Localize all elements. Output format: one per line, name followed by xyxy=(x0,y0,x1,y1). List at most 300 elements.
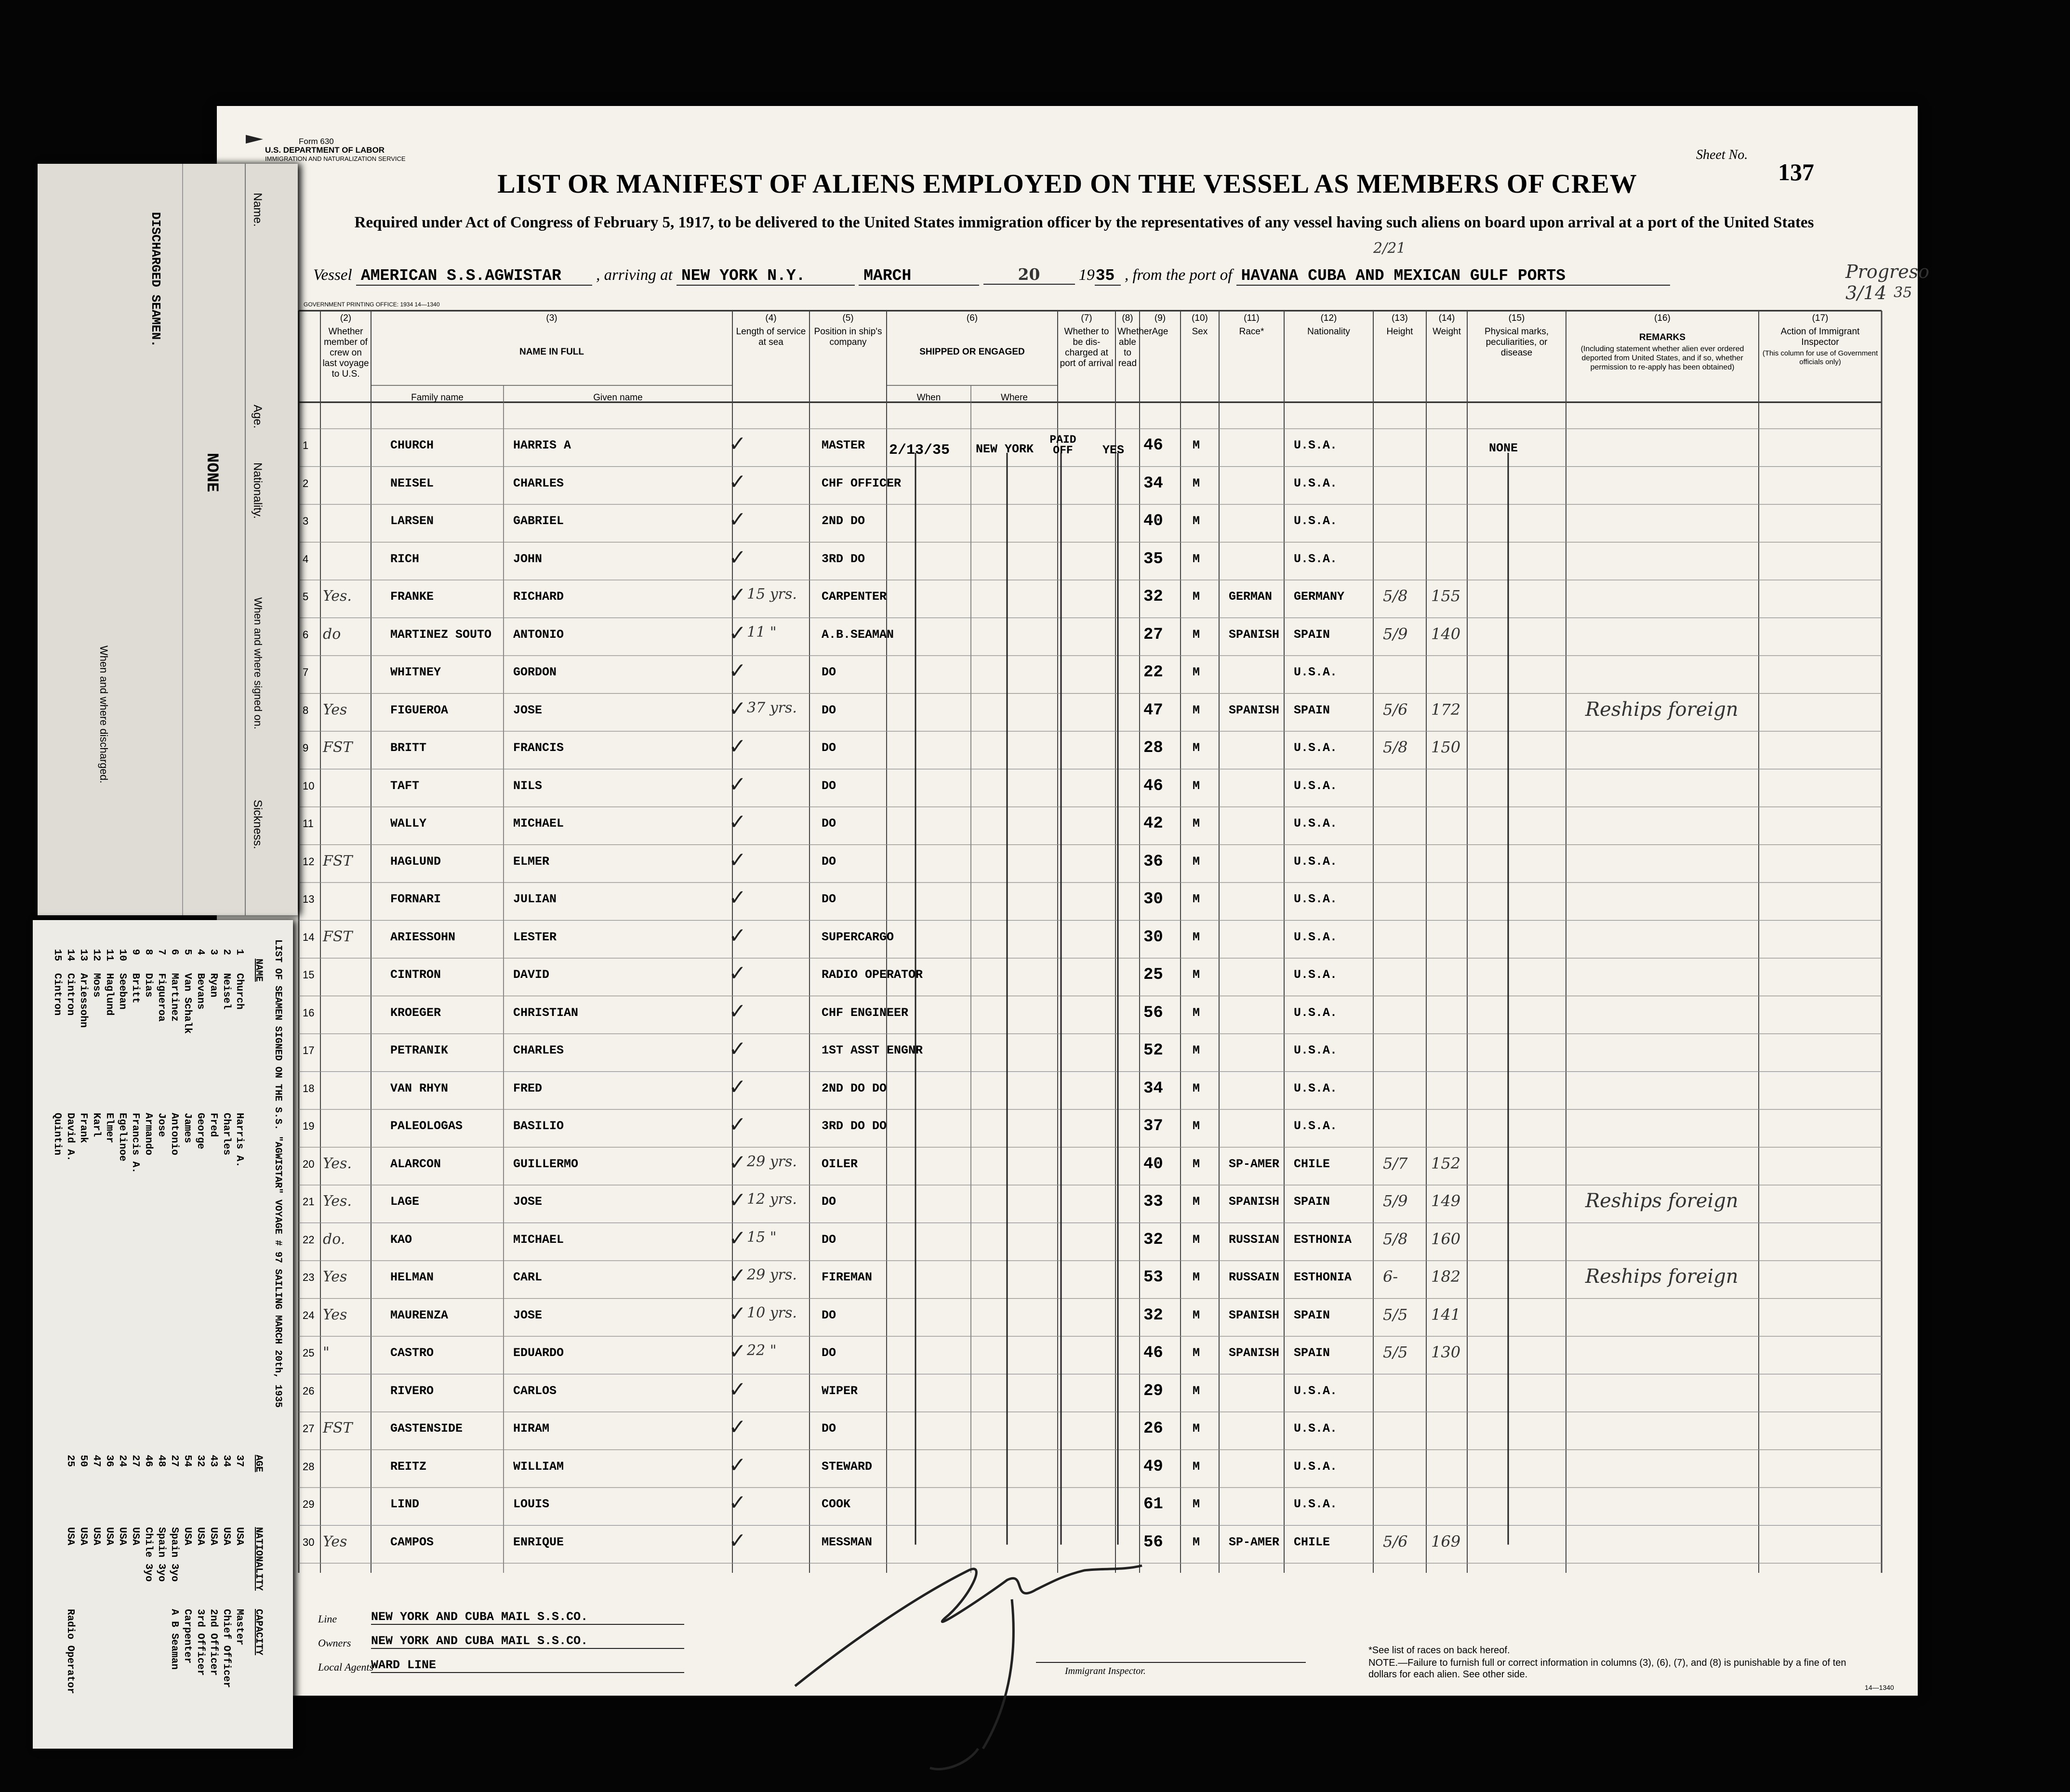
manifest-sheet xyxy=(217,106,1929,1696)
slip2-name: Moss xyxy=(91,973,102,998)
physical-marks: NONE xyxy=(1489,441,1518,455)
slip2-age: 50 xyxy=(78,1455,89,1467)
column-subheader-c6b: Where xyxy=(1001,393,1028,403)
slip2-name: Figueroa xyxy=(156,973,167,1022)
position: OILER xyxy=(822,1157,858,1171)
slip2-nat: Spain 3yo xyxy=(169,1527,180,1582)
slip2-name: Cintron xyxy=(52,973,63,1016)
arrival-day: 20 xyxy=(983,265,1075,285)
row-number: 16 xyxy=(303,1006,315,1019)
age: 42 xyxy=(1143,815,1163,833)
nationality: SPAIN xyxy=(1294,1195,1330,1209)
slip2-given: George xyxy=(195,1113,206,1149)
height: 5/6 xyxy=(1383,1532,1408,1551)
owners-value: NEW YORK AND CUBA MAIL S.S.CO. xyxy=(371,1634,684,1649)
position: 2ND DO DO xyxy=(822,1081,887,1095)
position: DO xyxy=(822,1308,836,1322)
slip2-given: Harris A. xyxy=(234,1113,245,1168)
last-voyage: Yes. xyxy=(323,1193,352,1210)
sex: M xyxy=(1193,930,1200,944)
check-mark-icon: ✓ xyxy=(729,1076,746,1101)
column-header-c15: Physical marks, peculiarities, or disease xyxy=(1484,327,1549,358)
height: 5/6 xyxy=(1383,700,1408,719)
check-mark-icon: ✓ xyxy=(729,509,746,533)
position: FIREMAN xyxy=(822,1270,873,1284)
age: 35 xyxy=(1143,550,1163,568)
check-mark-icon: ✓ xyxy=(729,434,746,458)
sex: M xyxy=(1193,665,1200,679)
slip2-name: Bevans xyxy=(195,973,206,1010)
position: RADIO OPERATOR xyxy=(822,968,923,982)
sex: M xyxy=(1193,1346,1200,1360)
sex: M xyxy=(1193,741,1200,755)
slip2-name: Ariessohn xyxy=(78,973,89,1028)
sex: M xyxy=(1193,1308,1200,1322)
slip2-given: Karl xyxy=(91,1113,102,1137)
slip2-n: 11 xyxy=(104,949,115,962)
nationality: U.S.A. xyxy=(1294,438,1338,452)
race: SPANISH xyxy=(1229,1346,1280,1360)
age: 28 xyxy=(1143,739,1163,757)
sex: M xyxy=(1193,1157,1200,1171)
from-label: , from the port of xyxy=(1125,266,1233,284)
row-number: 14 xyxy=(303,931,315,943)
race: SP-AMER xyxy=(1229,1535,1280,1549)
age: 34 xyxy=(1143,474,1163,493)
last-voyage: " xyxy=(323,1344,330,1361)
check-mark-icon: ✓ xyxy=(729,1190,746,1214)
row-number: 25 xyxy=(303,1347,315,1359)
handwritten-date: 2/21 xyxy=(1373,240,1406,257)
slip-col-nationality: Nationality. xyxy=(251,462,264,519)
slip2-cap: 3rd Officer xyxy=(195,1609,206,1676)
row-number: 2 xyxy=(303,477,309,489)
sheet-number: 137 xyxy=(1778,158,1814,185)
last-voyage: FST xyxy=(323,852,353,870)
family-name: WALLY xyxy=(390,817,427,830)
position: A.B.SEAMAN xyxy=(822,627,894,642)
slip2-n: 14 xyxy=(65,949,76,962)
column-header-c17: Action of Immigrant Inspector xyxy=(1780,327,1860,347)
slip2-nat: USA xyxy=(78,1527,89,1545)
sex: M xyxy=(1193,1195,1200,1209)
age: 52 xyxy=(1143,1041,1163,1060)
check-mark-icon: ✓ xyxy=(729,1341,746,1365)
slip-divider xyxy=(182,164,183,915)
slip2-age: 25 xyxy=(65,1455,76,1467)
given-name: WILLIAM xyxy=(513,1459,564,1474)
owners-label: Owners xyxy=(318,1637,351,1649)
given-name: GORDON xyxy=(513,665,557,679)
slip2-nat: USA xyxy=(234,1527,245,1545)
given-name: CHARLES xyxy=(513,476,564,490)
weight: 150 xyxy=(1431,738,1461,756)
slip2-nat: USA xyxy=(195,1527,206,1545)
check-mark-icon: ✓ xyxy=(729,1001,746,1025)
row-number: 21 xyxy=(303,1196,315,1208)
line-value: NEW YORK AND CUBA MAIL S.S.CO. xyxy=(371,1610,684,1625)
family-name: RIVERO xyxy=(390,1384,434,1398)
column-header-c16: REMARKS xyxy=(1639,332,1686,343)
sex: M xyxy=(1193,778,1200,793)
sex: M xyxy=(1193,1384,1200,1398)
able-to-read: YES xyxy=(1102,443,1125,457)
family-name: PETRANIK xyxy=(390,1043,449,1057)
slip-col-when-signed: When and where signed on. xyxy=(252,597,264,729)
nationality: ESTHONIA xyxy=(1294,1232,1352,1247)
year-suffix: 35 xyxy=(1095,267,1121,286)
nationality: CHILE xyxy=(1294,1535,1330,1549)
position: DO xyxy=(822,1232,836,1247)
weight: 141 xyxy=(1431,1305,1461,1324)
check-mark-icon: ✓ xyxy=(729,1530,746,1555)
row-number: 23 xyxy=(303,1271,315,1283)
given-name: HARRIS A xyxy=(513,438,571,452)
service-name: IMMIGRATION AND NATURALIZATION SERVICE xyxy=(265,155,406,162)
vessel-name: AMERICAN S.S.AGWISTAR xyxy=(356,267,592,286)
position: MESSMAN xyxy=(822,1535,873,1549)
inspector-signature xyxy=(785,1542,1181,1792)
slip2-nat: USA xyxy=(65,1527,76,1545)
family-name: NEISEL xyxy=(390,476,434,490)
given-name: LESTER xyxy=(513,930,557,944)
column-header-c4: Length of service at sea xyxy=(736,327,806,347)
last-voyage: FST xyxy=(323,928,353,945)
row-number: 19 xyxy=(303,1120,315,1132)
remarks: Reships foreign xyxy=(1585,1265,1738,1288)
check-mark-icon: ✓ xyxy=(729,547,746,571)
sex: M xyxy=(1193,1270,1200,1284)
sex: M xyxy=(1193,1497,1200,1511)
form-number: Form 630 xyxy=(299,137,334,146)
check-mark-icon: ✓ xyxy=(729,1227,746,1252)
age: 49 xyxy=(1143,1457,1163,1476)
race: SPANISH xyxy=(1229,1195,1280,1209)
column-header-c8: Whether able to read xyxy=(1117,327,1152,369)
weight: 172 xyxy=(1431,700,1461,719)
family-name: CINTRON xyxy=(390,968,441,982)
height: 5/9 xyxy=(1383,1192,1408,1210)
slip2-cap: A B Seaman xyxy=(169,1609,180,1670)
arrival-month: MARCH xyxy=(859,267,979,286)
height: 5/9 xyxy=(1383,624,1408,643)
given-name: LOUIS xyxy=(513,1497,550,1511)
family-name: GASTENSIDE xyxy=(390,1422,463,1436)
slip2-given: Frank xyxy=(78,1113,89,1144)
nationality: ESTHONIA xyxy=(1294,1270,1352,1284)
family-name: MARTINEZ SOUTO xyxy=(390,627,492,642)
age: 46 xyxy=(1143,1344,1163,1362)
given-name: JULIAN xyxy=(513,892,557,906)
age: 22 xyxy=(1143,663,1163,682)
slip-col-age: Age. xyxy=(251,405,264,429)
slip2-name: Cintron xyxy=(65,973,76,1016)
slip2-cap: Radio Operator xyxy=(65,1609,76,1694)
slip2-given: Antonio xyxy=(169,1113,180,1156)
penalty-note: NOTE.—Failure to furnish full or correct information in columns (3), (6), (7), and (8) is punishable by a fine of ten dollars for each alien. See other side. xyxy=(1368,1658,1846,1680)
slip2-n: 1 xyxy=(234,949,245,955)
slip2-given: David A. xyxy=(65,1113,76,1161)
last-voyage: do. xyxy=(323,1230,345,1248)
discharged-status: PAID OFF xyxy=(1049,434,1076,457)
slip2-name: Britt xyxy=(130,973,141,1004)
sheet-label: Sheet No. xyxy=(1696,147,1748,162)
slip2-age: 48 xyxy=(156,1455,167,1467)
check-mark-icon: ✓ xyxy=(729,1114,746,1138)
check-mark-icon: ✓ xyxy=(729,1152,746,1176)
race: SP-AMER xyxy=(1229,1157,1280,1171)
height: 6- xyxy=(1383,1267,1398,1286)
nationality: U.S.A. xyxy=(1294,892,1338,906)
service-length: 37 yrs. xyxy=(747,699,797,716)
given-name: CARLOS xyxy=(513,1384,557,1398)
last-voyage: Yes. xyxy=(323,588,352,605)
inspector-label: Immigrant Inspector. xyxy=(1065,1666,1146,1676)
slip2-cap: Chief Officer xyxy=(221,1609,232,1688)
row-number: 7 xyxy=(303,666,309,678)
slip2-n: 2 xyxy=(221,949,232,955)
sex: M xyxy=(1193,1459,1200,1474)
slip2-age: 37 xyxy=(234,1455,245,1467)
slip2-header-1: AGE xyxy=(253,1455,264,1473)
slip2-age: 43 xyxy=(208,1455,219,1467)
last-voyage: FST xyxy=(323,1420,353,1436)
nationality: CHILE xyxy=(1294,1157,1330,1171)
column-number-c4: (4) xyxy=(765,313,777,323)
family-name: FRANKE xyxy=(390,590,434,604)
row-number: 1 xyxy=(303,439,309,451)
printing-office: GOVERNMENT PRINTING OFFICE: 1934 14—1340 xyxy=(304,301,440,308)
sex: M xyxy=(1193,1232,1200,1247)
form-code: 14—1340 xyxy=(1865,1684,1894,1691)
column-header-c14: Weight xyxy=(1433,327,1461,337)
sex: M xyxy=(1193,854,1200,869)
race: GERMAN xyxy=(1229,590,1273,604)
given-name: FRANCIS xyxy=(513,741,564,755)
slip2-title: LIST OF SEAMEN SIGNED ON THE S.S. "AGWISTAR" VOYAGE # 97 SAILING MARCH 20th, 1935 xyxy=(272,939,283,1408)
family-name: FIGUEROA xyxy=(390,703,449,717)
slip2-given: Francis A. xyxy=(130,1113,141,1174)
given-name: ANTONIO xyxy=(513,627,564,642)
column-number-c10: (10) xyxy=(1192,313,1208,323)
age: 40 xyxy=(1143,1155,1163,1173)
slip2-nat: USA xyxy=(182,1527,193,1545)
slip2-name: Van Schalk xyxy=(182,973,193,1034)
family-name: VAN RHYN xyxy=(390,1081,449,1095)
age: 46 xyxy=(1143,777,1163,795)
given-name: MICHAEL xyxy=(513,817,564,830)
slip2-n: 7 xyxy=(156,949,167,955)
handwritten-ref: 35 xyxy=(1894,284,1912,301)
height: 5/7 xyxy=(1383,1154,1408,1173)
slip2-given: Charles xyxy=(221,1113,232,1156)
given-name: MICHAEL xyxy=(513,1232,564,1247)
age: 61 xyxy=(1143,1495,1163,1514)
age: 56 xyxy=(1143,1003,1163,1022)
check-mark-icon: ✓ xyxy=(729,736,746,760)
column-header-c9: Age xyxy=(1152,327,1168,337)
row-number: 17 xyxy=(303,1044,315,1056)
age: 37 xyxy=(1143,1117,1163,1135)
check-mark-icon: ✓ xyxy=(729,812,746,836)
nationality: U.S.A. xyxy=(1294,1081,1338,1095)
slip2-given: Quintin xyxy=(52,1113,63,1156)
row-number: 4 xyxy=(303,553,309,565)
given-name: NILS xyxy=(513,778,543,793)
position: DO xyxy=(822,854,836,869)
age: 26 xyxy=(1143,1420,1163,1438)
agents-label: Local Agents xyxy=(318,1661,374,1673)
row-number: 20 xyxy=(303,1158,315,1170)
age: 32 xyxy=(1143,1306,1163,1325)
shipped-when: 2/13/35 xyxy=(889,442,950,459)
nationality: U.S.A. xyxy=(1294,514,1338,528)
age: 40 xyxy=(1143,512,1163,530)
position: DO xyxy=(822,665,836,679)
check-mark-icon: ✓ xyxy=(729,963,746,987)
row-number: 29 xyxy=(303,1498,315,1510)
last-voyage: Yes xyxy=(323,701,347,718)
nationality: U.S.A. xyxy=(1294,665,1338,679)
column-subheader-c3a: Family name xyxy=(411,393,464,403)
position: DO xyxy=(822,1346,836,1360)
row-number: 8 xyxy=(303,704,309,716)
age: 32 xyxy=(1143,1230,1163,1249)
column-number-c9: (9) xyxy=(1154,313,1166,323)
age: 56 xyxy=(1143,1533,1163,1552)
column-number-c2: (2) xyxy=(340,313,352,323)
nationality: GERMANY xyxy=(1294,590,1345,604)
age: 53 xyxy=(1143,1268,1163,1287)
position: STEWARD xyxy=(822,1459,873,1474)
age: 36 xyxy=(1143,852,1163,871)
slip2-nat: USA xyxy=(91,1527,102,1545)
age: 47 xyxy=(1143,701,1163,720)
page-title: LIST OR MANIFEST OF ALIENS EMPLOYED ON THE VESSEL AS MEMBERS OF CREW xyxy=(497,169,1637,199)
given-name: CHRISTIAN xyxy=(513,1005,579,1020)
service-length: 15 " xyxy=(747,1228,777,1246)
check-mark-icon: ✓ xyxy=(729,1492,746,1516)
check-mark-icon: ✓ xyxy=(729,1039,746,1063)
arrival-port: NEW YORK N.Y. xyxy=(677,267,855,286)
slip-col-sickness: Sickness. xyxy=(251,800,264,849)
slip2-n: 15 xyxy=(52,949,63,962)
check-mark-icon: ✓ xyxy=(729,698,746,723)
row-number: 3 xyxy=(303,515,309,527)
nationality: SPAIN xyxy=(1294,1308,1330,1322)
sex: M xyxy=(1193,552,1200,566)
height: 5/5 xyxy=(1383,1305,1408,1324)
handwritten-port-note: Progreso 3/14 xyxy=(1845,261,1929,303)
line-label: Line xyxy=(318,1613,337,1625)
slip2-n: 10 xyxy=(117,949,128,962)
position: DO xyxy=(822,741,836,755)
family-name: CHURCH xyxy=(390,438,434,452)
slip2-header-3: CAPACITY xyxy=(253,1609,264,1656)
discharged-seamen-slip xyxy=(38,164,298,915)
check-mark-icon: ✓ xyxy=(729,774,746,798)
slip2-age: 32 xyxy=(195,1455,206,1467)
weight: 182 xyxy=(1431,1267,1461,1286)
position: DO xyxy=(822,778,836,793)
sex: M xyxy=(1193,968,1200,982)
family-name: LIND xyxy=(390,1497,420,1511)
age: 30 xyxy=(1143,928,1163,947)
column-header-c13: Height xyxy=(1386,327,1413,337)
column-number-c15: (15) xyxy=(1508,313,1525,323)
slip2-header-0: NAME xyxy=(253,959,264,982)
row-number: 11 xyxy=(303,817,314,830)
column-number-c8: (8) xyxy=(1122,313,1133,323)
sex: M xyxy=(1193,703,1200,717)
position: CARPENTER xyxy=(822,590,887,604)
column-number-c13: (13) xyxy=(1392,313,1408,323)
position: DO xyxy=(822,892,836,906)
weight: 140 xyxy=(1431,624,1461,643)
service-length: 11 " xyxy=(747,623,777,641)
slip2-cap: Carpenter xyxy=(182,1609,193,1664)
given-name: CARL xyxy=(513,1270,543,1284)
age: 46 xyxy=(1143,436,1163,455)
position: 3RD DO DO xyxy=(822,1119,887,1133)
family-name: REITZ xyxy=(390,1459,427,1474)
family-name: RICH xyxy=(390,552,420,566)
sex: M xyxy=(1193,1422,1200,1436)
page-subtitle: Required under Act of Congress of February 5, 1917, to be delivered to the United States immigration officer by the representatives of any vessel having such aliens on board upon arrival at a port of the United States xyxy=(354,214,1814,231)
given-name: CHARLES xyxy=(513,1043,564,1057)
last-voyage: FST xyxy=(323,739,353,756)
slip2-age: 46 xyxy=(143,1455,154,1467)
agents-value: WARD LINE xyxy=(371,1658,684,1673)
slip2-nat: USA xyxy=(117,1527,128,1545)
nationality: SPAIN xyxy=(1294,1346,1330,1360)
given-name: ENRIQUE xyxy=(513,1535,564,1549)
slip2-given: Fred xyxy=(208,1113,219,1137)
position: CHF ENGINEER xyxy=(822,1005,909,1020)
sex: M xyxy=(1193,514,1200,528)
last-voyage: Yes. xyxy=(323,1155,352,1172)
service-length: 10 yrs. xyxy=(747,1304,797,1321)
weight: 160 xyxy=(1431,1229,1461,1248)
column-header-c6: SHIPPED OR ENGAGED xyxy=(919,347,1025,357)
slip2-name: Neisel xyxy=(221,973,232,1010)
position: DO xyxy=(822,1422,836,1436)
row-number: 9 xyxy=(303,742,309,754)
nationality: U.S.A. xyxy=(1294,1384,1338,1398)
slip2-given: Armando xyxy=(143,1113,154,1156)
slip2-n: 5 xyxy=(182,949,193,955)
nationality: U.S.A. xyxy=(1294,778,1338,793)
signed-on-slip xyxy=(33,920,293,1749)
slip2-header-2: NATIONALITY xyxy=(253,1527,264,1591)
last-voyage: Yes xyxy=(323,1533,347,1550)
race: RUSSIAN xyxy=(1229,1232,1280,1247)
slip-col-name: Name. xyxy=(251,193,264,227)
family-name: PALEOLOGAS xyxy=(390,1119,463,1133)
slip2-age: 54 xyxy=(182,1455,193,1467)
race: RUSSAIN xyxy=(1229,1270,1280,1284)
given-name: ELMER xyxy=(513,854,550,869)
slip-divider xyxy=(245,164,246,915)
slip2-name: Dias xyxy=(143,973,154,998)
height: 5/5 xyxy=(1383,1343,1408,1361)
position: SUPERCARGO xyxy=(822,930,894,944)
slip2-given: Egelinoe xyxy=(117,1113,128,1161)
sex: M xyxy=(1193,1005,1200,1020)
department-name: U.S. DEPARTMENT OF LABOR xyxy=(265,145,385,155)
service-length: 29 yrs. xyxy=(747,1153,797,1170)
row-number: 18 xyxy=(303,1082,315,1094)
